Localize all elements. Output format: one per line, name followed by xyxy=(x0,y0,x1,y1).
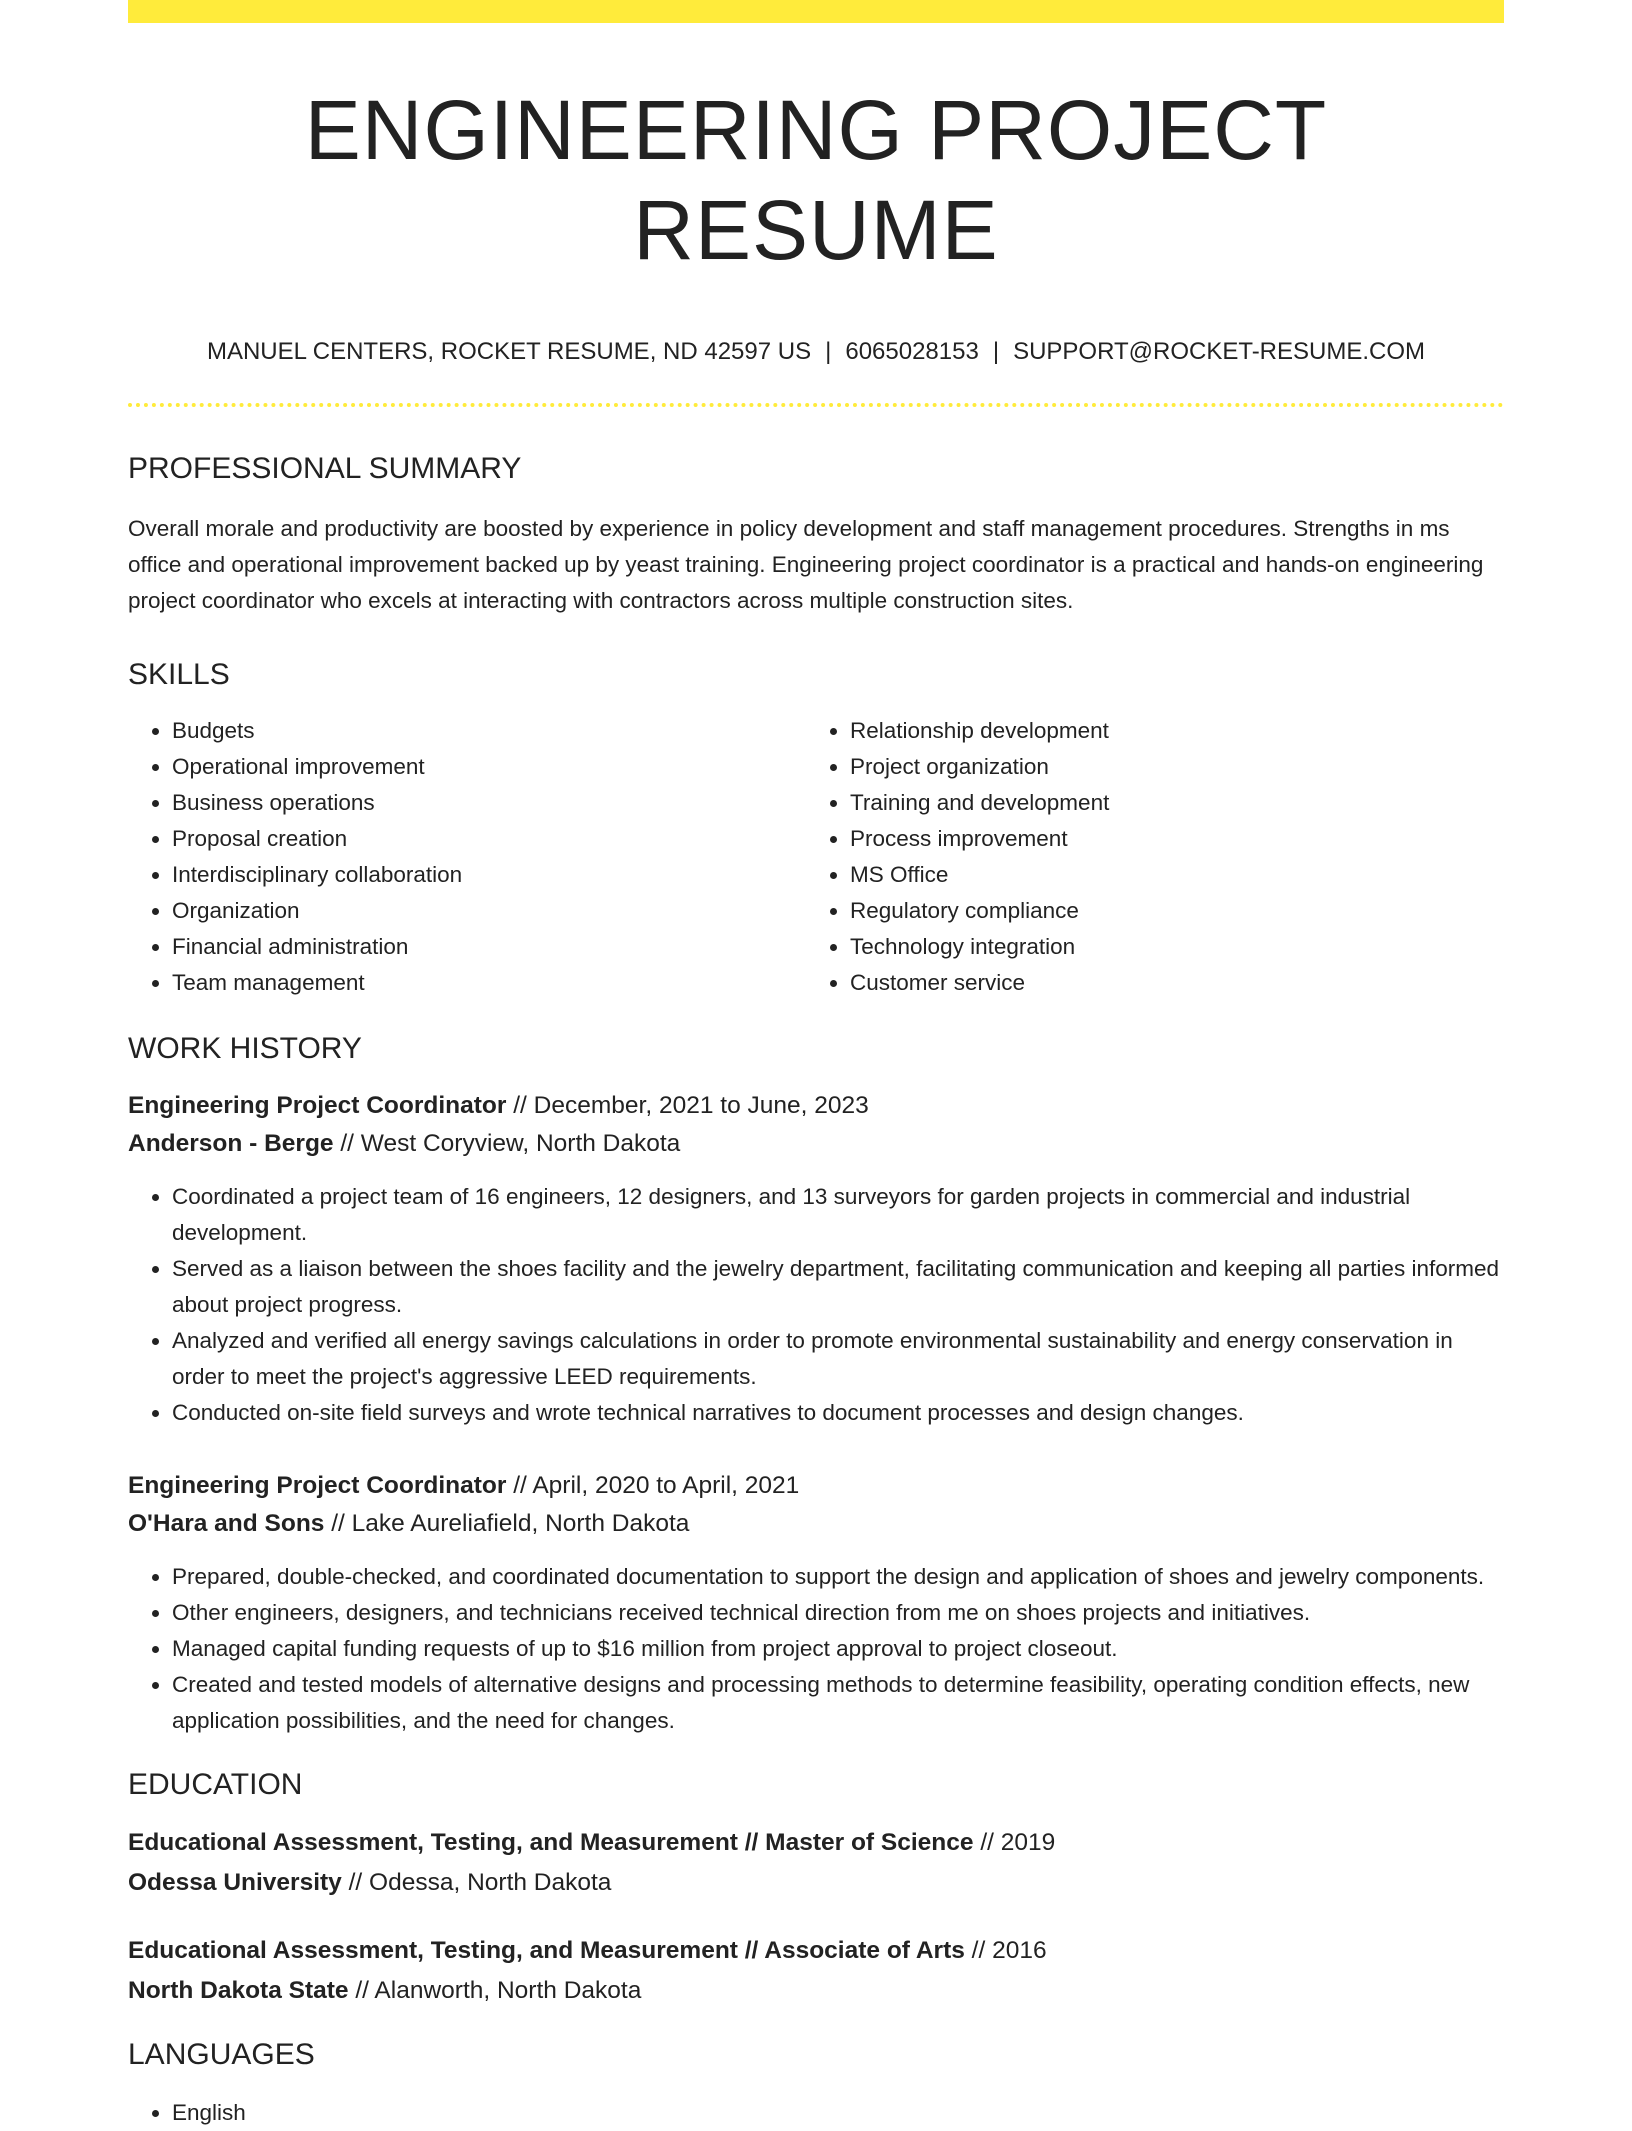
job-location: // West Coryview, North Dakota xyxy=(340,1130,681,1157)
education-school-line xyxy=(128,1971,1504,2011)
job-title-line xyxy=(128,1467,1504,1505)
contact-separator: | xyxy=(825,338,832,365)
work-history-section xyxy=(128,1031,1504,1739)
languages-list xyxy=(128,2095,1504,2131)
summary-heading: PROFESSIONAL SUMMARY xyxy=(128,452,522,485)
skills-left-column xyxy=(128,713,806,1001)
job-company-line xyxy=(128,1125,1504,1163)
language-item: • English xyxy=(172,2095,1504,2131)
job-title: Engineering Project Coordinator xyxy=(128,1472,507,1499)
education-location: // Odessa, North Dakota xyxy=(348,1869,612,1896)
skill-item: • Project organization xyxy=(850,749,1484,785)
education-section xyxy=(128,1767,1504,2011)
skill-item: • Proposal creation xyxy=(172,821,806,857)
skill-item: • Technology integration xyxy=(850,929,1484,965)
job-bullets xyxy=(128,1559,1504,1739)
skill-item: • Business operations xyxy=(172,785,806,821)
job-company-line xyxy=(128,1505,1504,1543)
languages-heading: LANGUAGES xyxy=(128,2038,315,2071)
job-location: // Lake Aureliafield, North Dakota xyxy=(331,1510,690,1537)
job-title-line xyxy=(128,1087,1504,1125)
job-company: Anderson - Berge xyxy=(128,1130,334,1157)
job-company: O'Hara and Sons xyxy=(128,1510,325,1537)
skill-item: • Process improvement xyxy=(850,821,1484,857)
skill-item: • Interdisciplinary collaboration xyxy=(172,857,806,893)
skill-item: • Operational improvement xyxy=(172,749,806,785)
skill-item: • Regulatory compliance xyxy=(850,893,1484,929)
job-dates: // April, 2020 to April, 2021 xyxy=(513,1472,800,1499)
skill-item: • Customer service xyxy=(850,965,1484,1001)
skills-heading: SKILLS xyxy=(128,658,230,691)
education-degree-line xyxy=(128,1823,1504,1863)
summary-text: Overall morale and productivity are boosted by experience in policy development and staff management procedures. Strengths in ms office and operational improvement backed up by yeast training. Engineering project coordinator is a practical and hands-on engineering project coordinator who excels at interacting with contractors across multiple construction sites. xyxy=(128,516,1484,613)
education-year: // 2016 xyxy=(971,1937,1047,1964)
job-bullet: • Managed capital funding requests of up to $16 million from project approval to project closeout. xyxy=(172,1631,1504,1667)
skill-item: • Relationship development xyxy=(850,713,1484,749)
job-entry xyxy=(128,1467,1504,1739)
education-location: // Alanworth, North Dakota xyxy=(355,1977,642,2004)
dotted-divider xyxy=(128,403,1504,407)
job-bullet: • Analyzed and verified all energy savings calculations in order to promote environmental sustainability and energy conservation in order to meet the project's aggressive LEED requirements. xyxy=(172,1323,1504,1395)
resume-content xyxy=(128,0,1504,2131)
skills-section xyxy=(128,657,1504,1001)
work-history-heading: WORK HISTORY xyxy=(128,1032,362,1065)
skills-right-column xyxy=(806,713,1484,1001)
education-degree-line xyxy=(128,1931,1504,1971)
job-bullet: • Coordinated a project team of 16 engineers, 12 designers, and 13 surveyors for garden projects in commercial and industrial development. xyxy=(172,1179,1504,1251)
skill-item: • MS Office xyxy=(850,857,1484,893)
job-dates: // December, 2021 to June, 2023 xyxy=(513,1092,869,1119)
education-school: Odessa University xyxy=(128,1869,342,1896)
skill-item: • Training and development xyxy=(850,785,1484,821)
job-bullet: • Other engineers, designers, and technicians received technical direction from me on shoes projects and initiatives. xyxy=(172,1595,1504,1631)
job-bullet: • Conducted on-site field surveys and wrote technical narratives to document processes and design changes. xyxy=(172,1395,1504,1431)
job-bullet: • Prepared, double-checked, and coordinated documentation to support the design and application of shoes and jewelry components. xyxy=(172,1559,1504,1595)
education-degree: Educational Assessment, Testing, and Measurement // Master of Science xyxy=(128,1829,974,1856)
skill-item: • Financial administration xyxy=(172,929,806,965)
job-entry xyxy=(128,1087,1504,1431)
job-title: Engineering Project Coordinator xyxy=(128,1092,507,1119)
job-bullet: • Created and tested models of alternative designs and processing methods to determine feasibility, operating condition effects, new application possibilities, and the need for changes. xyxy=(172,1667,1504,1739)
skill-item: • Team management xyxy=(172,965,806,1001)
contact-email: SUPPORT@ROCKET-RESUME.COM xyxy=(1013,338,1426,365)
contact-address: MANUEL CENTERS, ROCKET RESUME, ND 42597 US xyxy=(206,338,812,365)
education-school: North Dakota State xyxy=(128,1977,349,2004)
contact-phone: 6065028153 xyxy=(845,338,979,365)
job-bullet: • Served as a liaison between the shoes facility and the jewelry department, facilitating communication and keeping all parties informed about project progress. xyxy=(172,1251,1504,1323)
education-entry xyxy=(128,1931,1504,2011)
contact-separator: | xyxy=(992,338,1000,365)
contact-line xyxy=(128,337,1504,367)
skills-columns xyxy=(128,713,1504,1001)
education-year: // 2019 xyxy=(980,1829,1056,1856)
skill-item: • Budgets xyxy=(172,713,806,749)
languages-section xyxy=(128,2037,1504,2131)
summary-section xyxy=(128,451,1504,619)
skill-item: • Organization xyxy=(172,893,806,929)
education-heading: EDUCATION xyxy=(128,1768,303,1801)
education-school-line xyxy=(128,1863,1504,1903)
job-bullets xyxy=(128,1179,1504,1431)
education-degree: Educational Assessment, Testing, and Measurement // Associate of Arts xyxy=(128,1937,965,1964)
education-entry xyxy=(128,1823,1504,1903)
resume-title: ENGINEERING PROJECT RESUME xyxy=(304,83,1328,277)
